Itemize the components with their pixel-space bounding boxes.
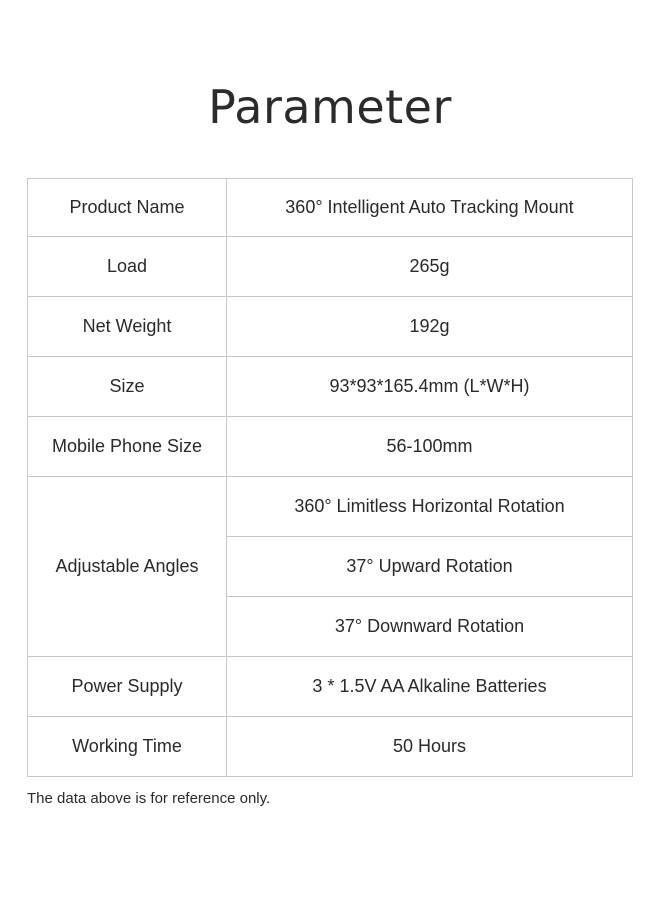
row-value: 265g [227, 237, 633, 297]
parameter-table [27, 178, 633, 777]
row-label: Size [28, 357, 227, 417]
row-label: Working Time [28, 717, 227, 777]
row-label: Adjustable Angles [28, 477, 227, 657]
row-label: Mobile Phone Size [28, 417, 227, 477]
footnote: The data above is for reference only. [27, 790, 271, 807]
row-value: 37° Downward Rotation [227, 597, 633, 657]
table-row [28, 357, 633, 417]
row-value: 56-100mm [227, 417, 633, 477]
table-row [28, 237, 633, 297]
table-row [28, 477, 633, 537]
table-row [28, 657, 633, 717]
row-value: 93*93*165.4mm (L*W*H) [227, 357, 633, 417]
row-value: 50 Hours [227, 717, 633, 777]
row-value: 360° Limitless Horizontal Rotation [227, 477, 633, 537]
row-value: 192g [227, 297, 633, 357]
table-row [28, 297, 633, 357]
row-label: Power Supply [28, 657, 227, 717]
row-label: Load [28, 237, 227, 297]
row-value: 37° Upward Rotation [227, 537, 633, 597]
row-label: Net Weight [28, 297, 227, 357]
table-row [28, 717, 633, 777]
page-title: Parameter [208, 80, 452, 134]
row-label: Product Name [28, 179, 227, 237]
row-value: 3 * 1.5V AA Alkaline Batteries [227, 657, 633, 717]
table-row [28, 179, 633, 237]
table-row [28, 417, 633, 477]
row-value: 360° Intelligent Auto Tracking Mount [227, 179, 633, 237]
